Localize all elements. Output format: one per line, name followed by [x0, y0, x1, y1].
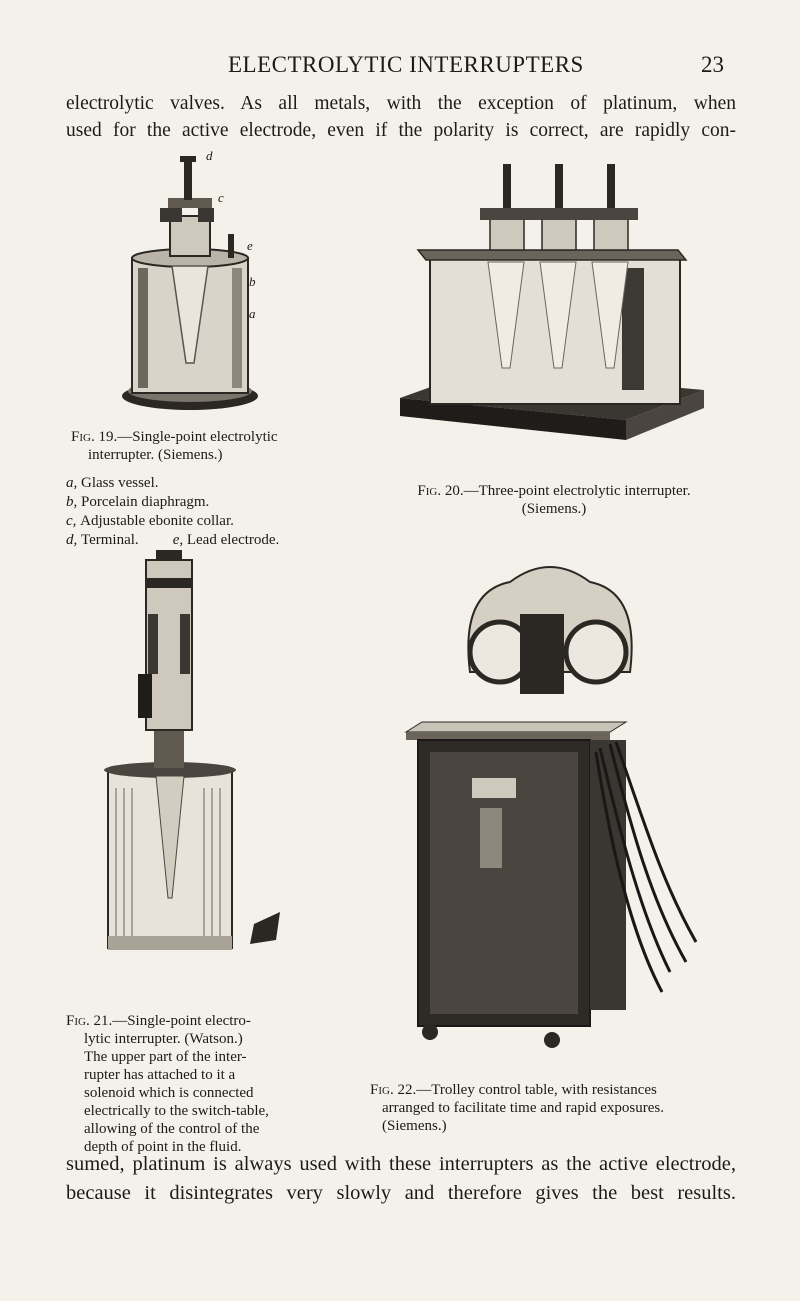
figure-21-illustration — [104, 548, 284, 968]
fig22-caption-prefix: Fig. — [370, 1082, 394, 1098]
figure-22-illustration — [400, 552, 700, 1052]
fig21-drawing — [104, 548, 284, 968]
fig22-caption-line3: (Siemens.) — [382, 1118, 447, 1134]
figure-21-caption — [66, 1012, 296, 1156]
figure-20-caption — [384, 482, 724, 518]
fig21-caption-prefix: Fig. — [66, 1013, 90, 1029]
fig19-label-c: c — [218, 190, 224, 205]
fig21-caption-line: rupter has attached to it a — [84, 1067, 236, 1083]
page-header — [0, 52, 800, 86]
fig19-caption-prefix: Fig. — [71, 429, 95, 445]
fig21-caption-line: electrically to the switch-table, — [84, 1103, 269, 1119]
fig21-caption-line: allowing of the control of the — [84, 1121, 260, 1137]
running-title: ELECTROLYTIC INTERRUPTERS — [228, 52, 584, 77]
fig19-caption-line2: interrupter. (Siemens.) — [88, 447, 223, 463]
fig22-caption-line1: 22.—Trolley control table, with resistances — [397, 1082, 657, 1098]
intro-line-2: used for the active electrode, even if the polarity is correct, are rapidly con- — [66, 120, 736, 141]
figure-20-illustration — [396, 158, 708, 443]
fig19-label-d: d — [206, 148, 213, 163]
intro-paragraph — [66, 90, 736, 144]
fig20-drawing — [396, 158, 708, 443]
fig20-caption-line1: 20.—Three-point electrolytic interrupter. — [444, 483, 691, 499]
fig19-caption-line1: 19.—Single-point electrolytic — [98, 429, 278, 445]
figure-19-illustration — [110, 148, 280, 418]
outro-line-2: because it disintegrates very slowly and therefore gives the best results. — [66, 1182, 736, 1204]
fig19-label-a: a — [249, 306, 256, 321]
fig22-drawing — [400, 552, 700, 1052]
intro-line-1: electrolytic valves. As all metals, with the exception of platinum, when — [66, 93, 736, 114]
figure-22-caption — [370, 1081, 720, 1135]
fig19-legend-item: d, Terminal. e, Lead electrode. — [66, 532, 280, 548]
fig21-caption-line: depth of point in the fluid. — [84, 1139, 242, 1155]
fig19-legend-item: a, Glass vessel. — [66, 475, 159, 491]
outro-paragraph — [66, 1150, 736, 1208]
fig22-caption-line2: arranged to facilitate time and rapid exposures. — [382, 1100, 664, 1116]
outro-line-1: sumed, platinum is always used with these interrupters as the active electrode, — [66, 1153, 736, 1175]
fig21-caption-line: solenoid which is connected — [84, 1085, 254, 1101]
fig20-caption-line2: (Siemens.) — [521, 501, 587, 517]
fig21-caption-line: The upper part of the inter- — [84, 1049, 247, 1065]
fig19-label-e: e — [247, 238, 253, 253]
fig21-caption-line1: 21.—Single-point electro- — [93, 1013, 251, 1029]
fig21-caption-line: lytic interrupter. (Watson.) — [84, 1031, 243, 1047]
page-number: 23 — [701, 52, 724, 77]
fig20-caption-prefix: Fig. — [417, 483, 442, 499]
fig19-legend — [66, 474, 316, 550]
fig19-legend-item: c, Adjustable ebonite collar. — [66, 513, 234, 529]
fig19-legend-item: b, Porcelain diaphragm. — [66, 494, 210, 510]
fig19-label-b: b — [249, 274, 256, 289]
figure-19-caption — [66, 428, 316, 550]
